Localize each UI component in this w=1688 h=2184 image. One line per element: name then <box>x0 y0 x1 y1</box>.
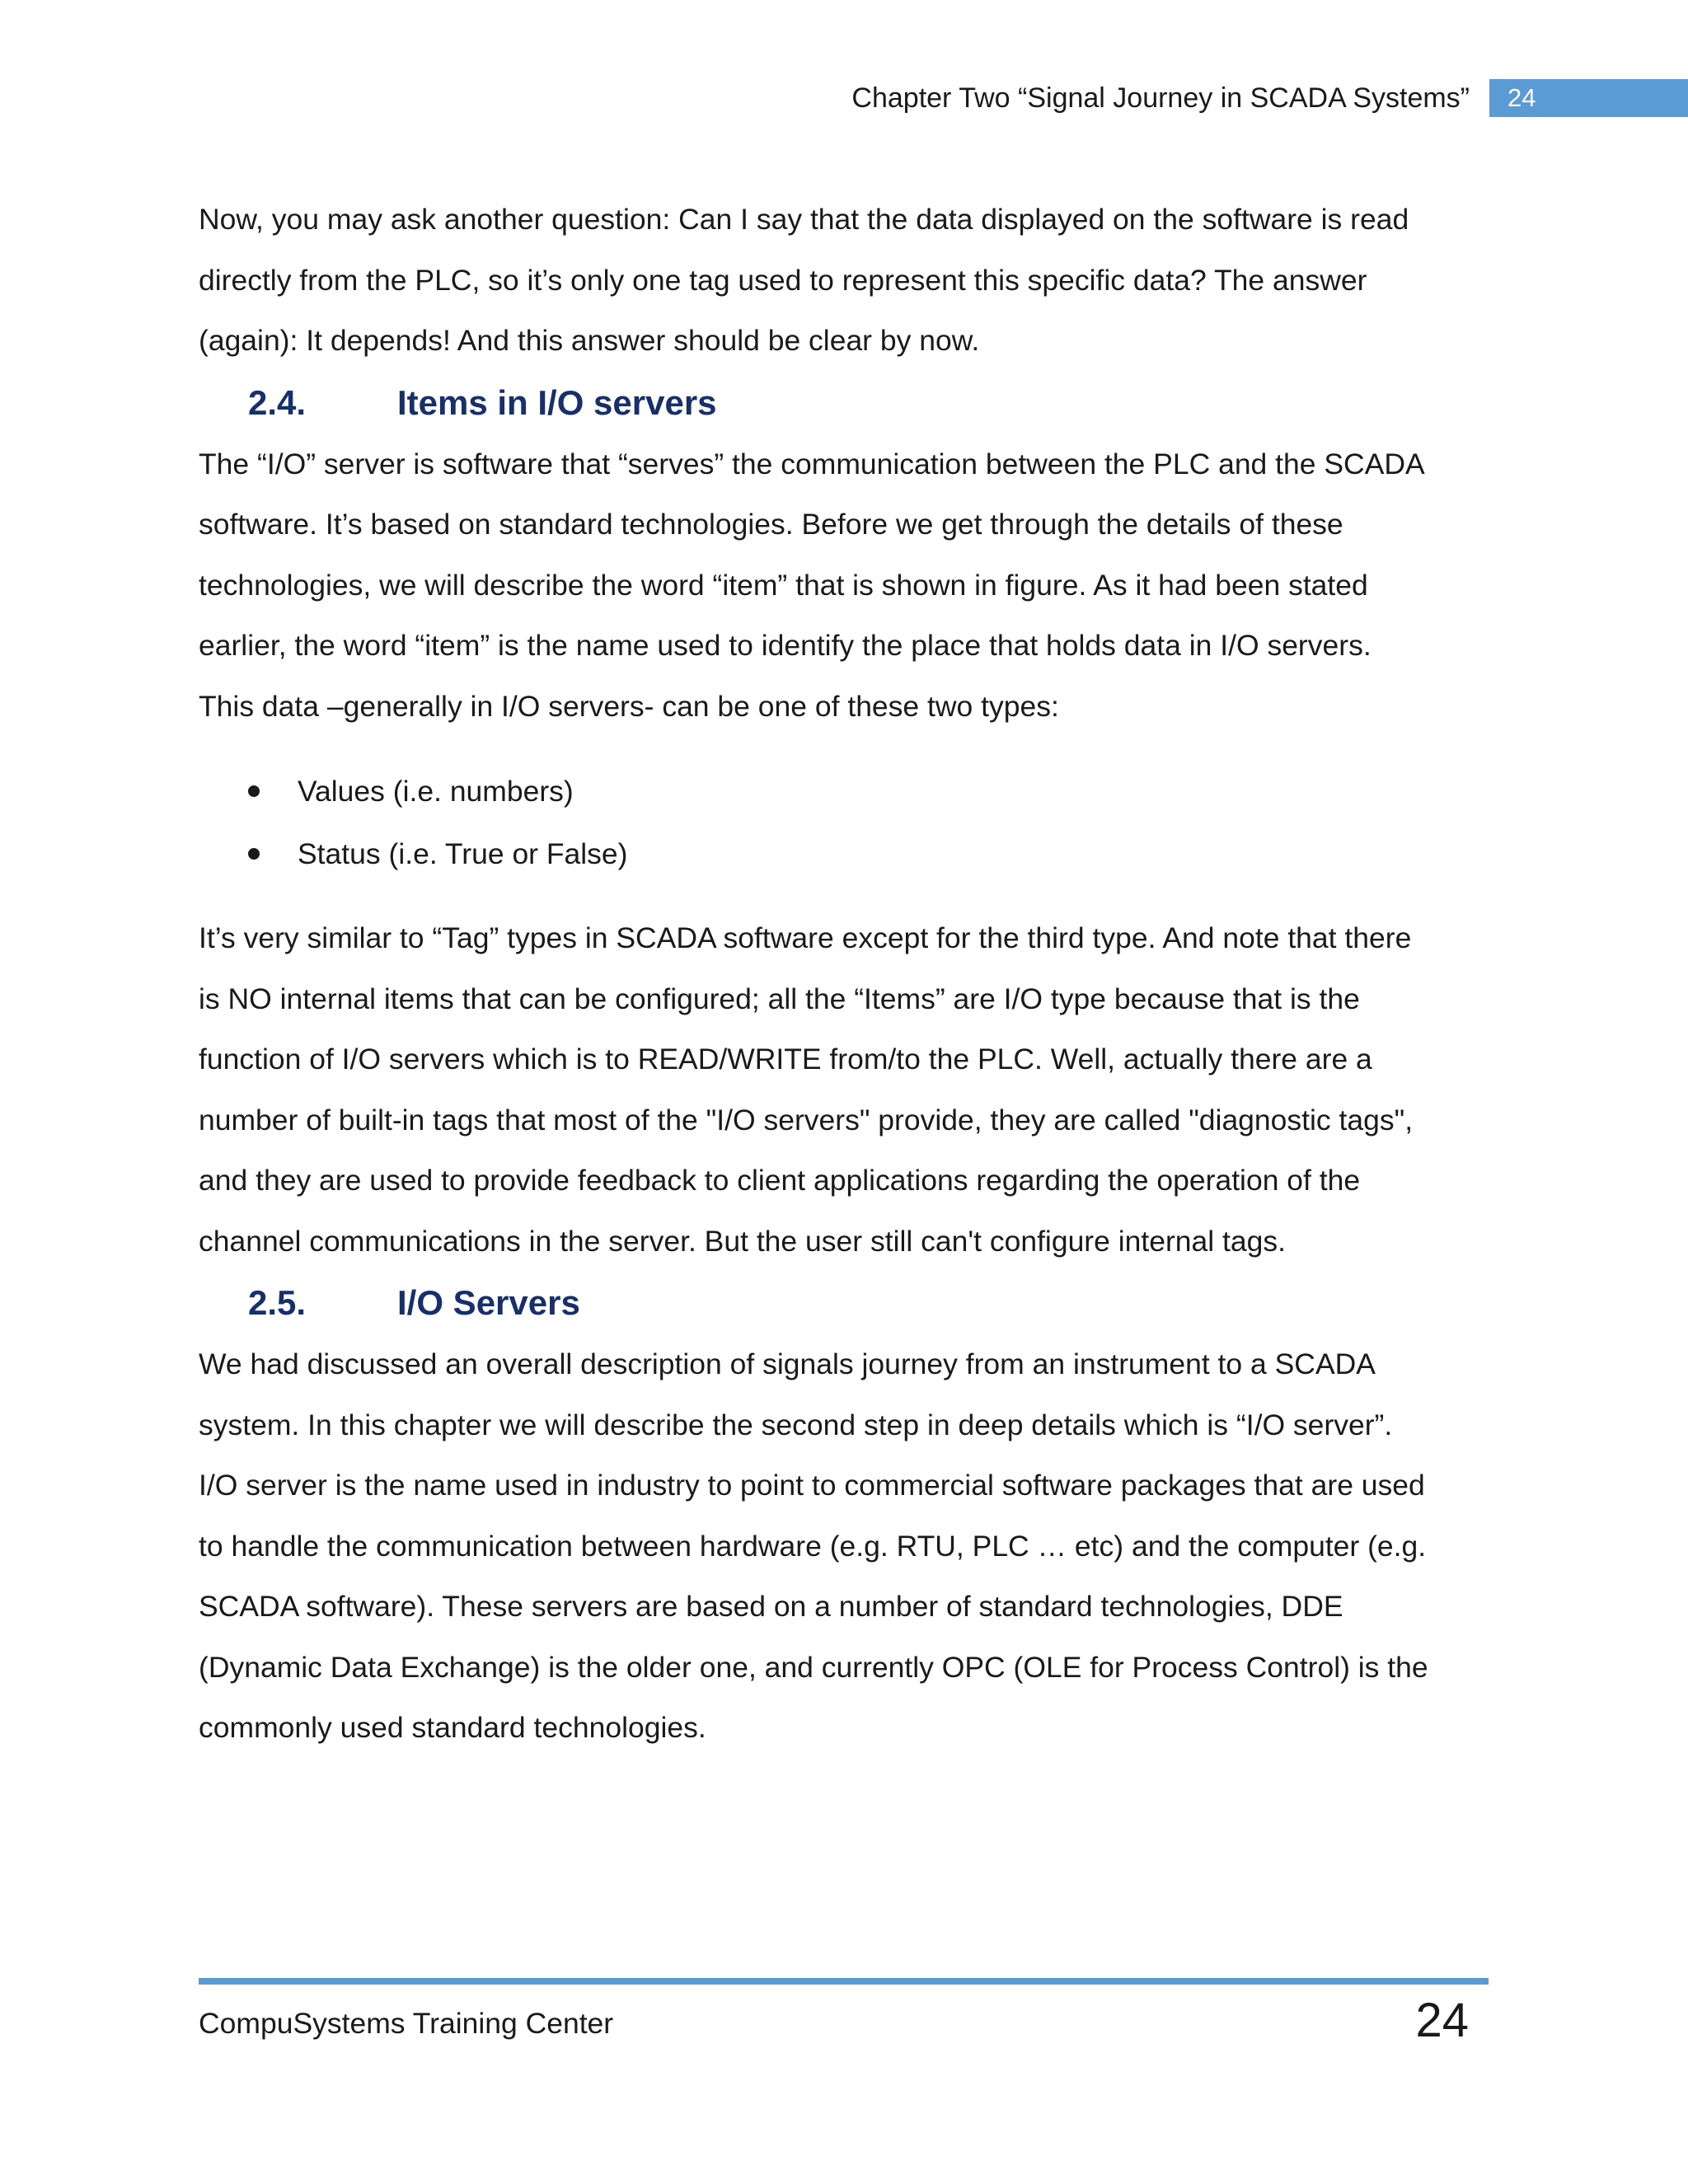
text-line: (again): It depends! And this answer should be clear by now. <box>199 324 980 357</box>
intro-paragraph <box>199 190 1493 372</box>
section-heading-2-4 <box>199 372 1493 434</box>
text-line: earlier, the word “item” is the name used to identify the place that holds data in I/O servers. <box>199 629 1372 662</box>
text-line: software. It’s based on standard technologies. Before we get through the details of these <box>199 508 1343 541</box>
section-2-4-paragraph-2 <box>199 908 1493 1272</box>
text-line: We had discussed an overall description of signals journey from an instrument to a SCADA <box>199 1347 1376 1380</box>
section-title: Items in I/O servers <box>397 382 717 422</box>
text-line: system. In this chapter we will describe the second step in deep details which is “I/O server”. <box>199 1408 1393 1441</box>
text-line: and they are used to provide feedback to client applications regarding the operation of the <box>199 1164 1361 1197</box>
footer-organization: CompuSystems Training Center <box>199 2007 614 2040</box>
text-line: It’s very similar to “Tag” types in SCADA software except for the third type. And note that there <box>199 921 1412 954</box>
bullet-icon <box>248 785 260 797</box>
list-item-text: Values (i.e. numbers) <box>298 775 574 808</box>
text-line: number of built-in tags that most of the "I/O servers" provide, they are called "diagnostic tags", <box>199 1103 1414 1137</box>
section-number: 2.4. <box>248 382 307 422</box>
text-line: I/O server is the name used in industry to point to commercial software packages that are used <box>199 1469 1425 1502</box>
section-number: 2.5. <box>248 1283 307 1322</box>
text-line: (Dynamic Data Exchange) is the older one, and currently OPC (OLE for Process Control) is the <box>199 1650 1428 1684</box>
text-line: SCADA software). These servers are based on a number of standard technologies, DDE <box>199 1590 1343 1623</box>
running-header <box>851 79 1688 117</box>
header-page-number: 24 <box>1489 79 1688 117</box>
text-line: is NO internal items that can be configured; all the “Items” are I/O type because that is the <box>199 982 1360 1015</box>
text-line: The “I/O” server is software that “serves” the communication between the PLC and the SCADA <box>199 447 1425 480</box>
chapter-title: Chapter Two “Signal Journey in SCADA Systems” <box>851 82 1470 114</box>
text-line: channel communications in the server. But the user still can't configure internal tags. <box>199 1224 1286 1258</box>
text-line: technologies, we will describe the word “item” that is shown in figure. As it had been stated <box>199 568 1368 602</box>
section-heading-2-5 <box>199 1272 1493 1334</box>
bullet-list <box>199 760 1493 885</box>
section-2-4-paragraph-1 <box>199 434 1493 738</box>
text-line: commonly used standard technologies. <box>199 1711 706 1744</box>
section-title: I/O Servers <box>397 1283 580 1322</box>
text-line: function of I/O servers which is to READ/WRITE from/to the PLC. Well, actually there are a <box>199 1043 1372 1076</box>
text-line: Now, you may ask another question: Can I say that the data displayed on the software is read <box>199 203 1409 236</box>
page-content <box>199 190 1493 1759</box>
text-line: This data –generally in I/O servers- can be one of these two types: <box>199 689 1059 723</box>
footer-rule <box>199 1978 1489 1985</box>
list-item-text: Status (i.e. True or False) <box>298 837 628 870</box>
text-line: directly from the PLC, so it’s only one tag used to represent this specific data? The answer <box>199 263 1367 297</box>
list-item <box>199 760 1493 823</box>
bullet-icon <box>248 848 260 860</box>
list-item <box>199 823 1493 885</box>
text-line: to handle the communication between hardware (e.g. RTU, PLC … etc) and the computer (e.g. <box>199 1529 1427 1563</box>
footer-page-number: 24 <box>1415 1994 1469 2047</box>
section-2-5-paragraph <box>199 1334 1493 1759</box>
